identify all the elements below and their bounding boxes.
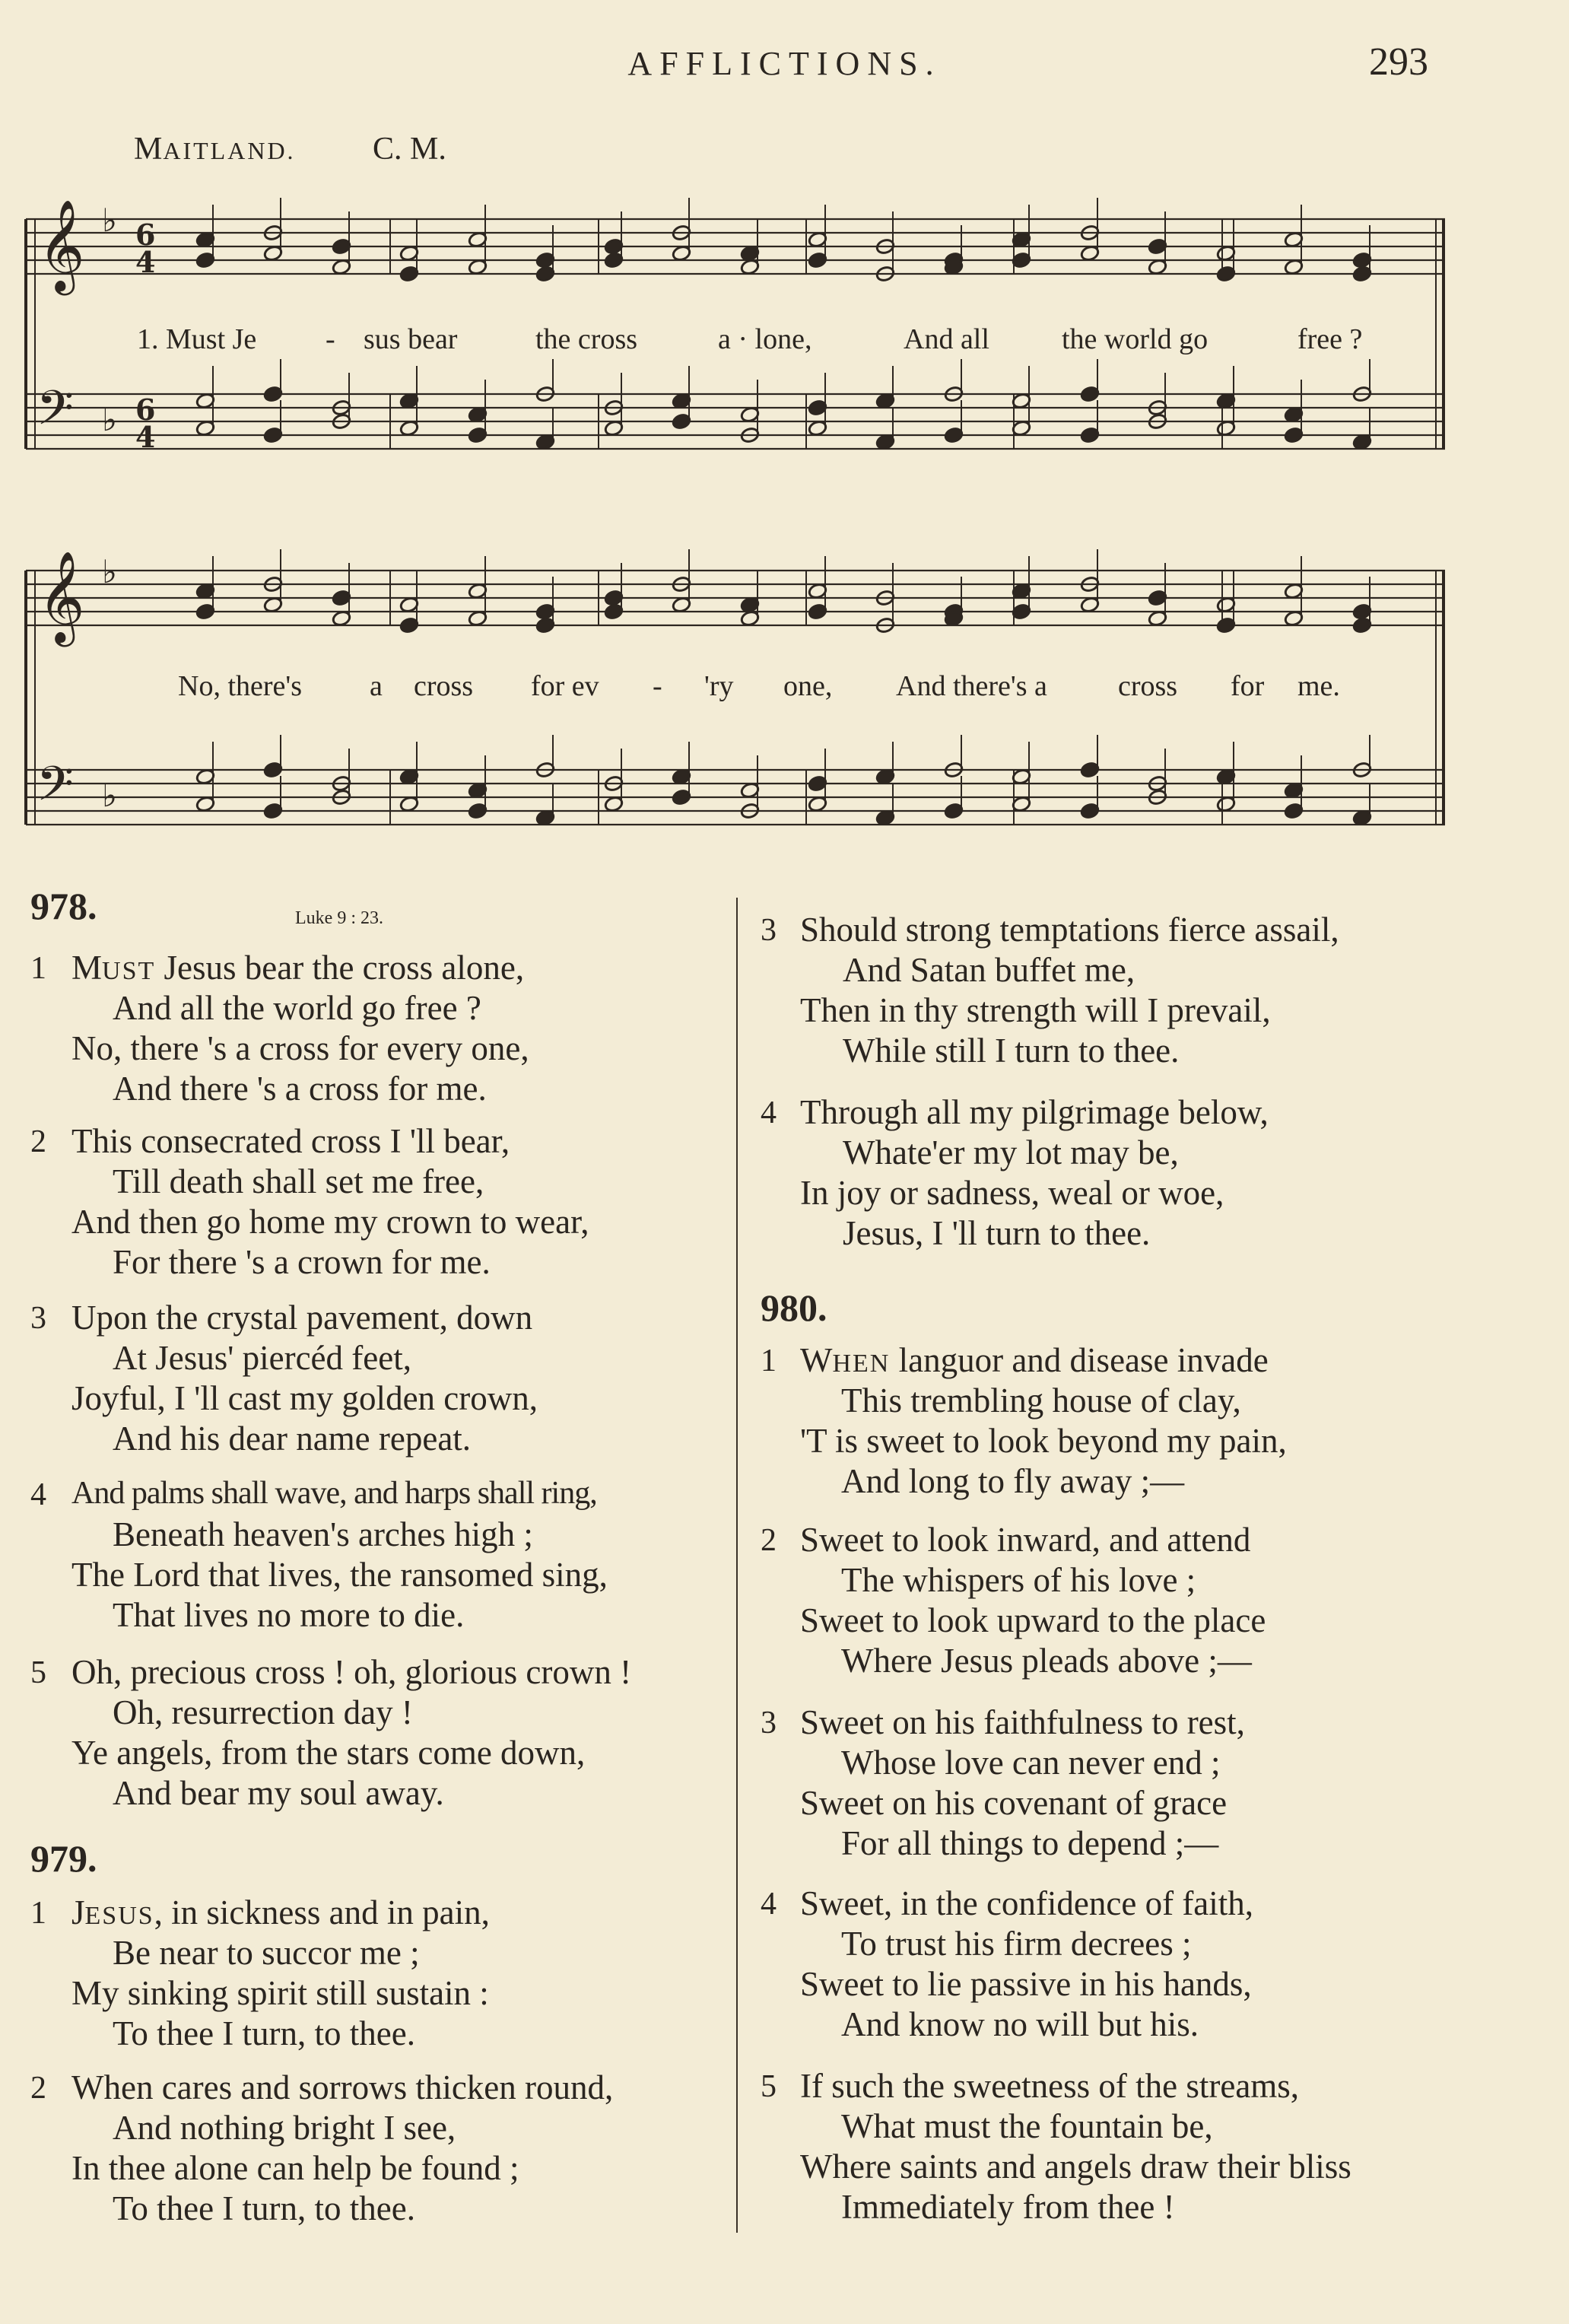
verse-line: Immediately from thee ! [841, 2188, 1175, 2226]
lyric-syllable: - [653, 670, 662, 702]
stanza-number: 1 [30, 951, 46, 986]
lyric-syllable: one, [783, 670, 833, 702]
stanza-number: 2 [30, 1124, 46, 1159]
verse-line: No, there 's a cross for every one, [71, 1029, 529, 1067]
time-signature: 4 [135, 420, 156, 454]
first-word-rest: ESUS [84, 1902, 154, 1930]
hymn-number: 980. [761, 1286, 827, 1329]
verse-line: For all things to depend ;— [841, 1824, 1219, 1862]
verse-line: When cares and sorrows thicken round, [71, 2068, 614, 2106]
verse-line: Through all my pilgrimage below, [800, 1093, 1269, 1131]
verse-line: The whispers of his love ; [841, 1561, 1196, 1599]
verse-line: And Satan buffet me, [843, 951, 1135, 989]
verse-line: The Lord that lives, the ransomed sing, [71, 1556, 608, 1594]
lyric-syllable: a · lone, [718, 323, 812, 355]
lyric-syllable: the cross [535, 323, 638, 355]
verse-line [71, 1893, 490, 1931]
tune-name [134, 131, 296, 167]
verse-line: Ye angels, from the stars come down, [71, 1734, 586, 1772]
first-word-initial: M [71, 949, 103, 987]
stanza-number: 3 [761, 913, 777, 948]
verse-line: To thee I turn, to thee. [113, 2014, 415, 2052]
verse-line: And there 's a cross for me. [113, 1070, 487, 1108]
verse-line: Sweet on his faithfulness to rest, [800, 1703, 1245, 1741]
hymn-number: 978. [30, 885, 97, 927]
verse-line: And nothing bright I see, [113, 2109, 456, 2147]
stanza-number: 5 [30, 1655, 46, 1690]
stanza-number: 1 [761, 1343, 777, 1378]
verse-line: And bear my soul away. [113, 1774, 444, 1812]
first-word-rest: HEN [832, 1350, 891, 1378]
stanza-number: 5 [761, 2069, 777, 2104]
hymn-number: 979. [30, 1837, 97, 1880]
verse-line: Till death shall set me free, [113, 1162, 484, 1200]
first-line-rest: , in sickness and in pain, [154, 1893, 490, 1931]
verse-line: Oh, precious cross ! oh, glorious crown ! [71, 1653, 632, 1691]
verse-line: To thee I turn, to thee. [113, 2189, 415, 2227]
lyric-syllable: cross [414, 670, 474, 702]
stanza-number: 4 [761, 1887, 777, 1922]
lyric-syllable: And there's a [896, 670, 1047, 702]
verse-line: And then go home my crown to wear, [71, 1203, 589, 1241]
verse-line: This trembling house of clay, [841, 1381, 1241, 1420]
verse-line: If such the sweetness of the streams, [800, 2067, 1300, 2105]
stanza-number: 1 [30, 1896, 46, 1931]
treble-clef: 𝄞 [38, 199, 85, 291]
time-signature: 4 [135, 245, 156, 279]
verse-line: And palms shall wave, and harps shall ring, [71, 1476, 597, 1511]
stanza-number: 3 [761, 1706, 777, 1741]
verse-line: And his dear name repeat. [113, 1420, 472, 1458]
tune-name-initial: M [134, 132, 164, 167]
verse-line: Sweet on his covenant of grace [800, 1784, 1228, 1822]
verse-line: Jesus, I 'll turn to thee. [843, 1214, 1151, 1252]
lyric-syllable: sus bear [364, 323, 458, 355]
stanza-number: 2 [761, 1523, 777, 1558]
verse-line: 'T is sweet to look beyond my pain, [800, 1422, 1287, 1460]
verse-line: At Jesus' piercéd feet, [113, 1339, 411, 1377]
lyric-syllable: 'ry [704, 670, 734, 702]
verse-line: Where Jesus pleads above ;— [841, 1642, 1252, 1680]
lyric-syllable: cross [1118, 670, 1178, 702]
verse-line: Oh, resurrection day ! [113, 1693, 413, 1731]
lyric-syllable: a [370, 670, 383, 702]
verse-line: What must the fountain be, [841, 2107, 1213, 2145]
verse-line: While still I turn to thee. [843, 1032, 1180, 1070]
verse-line [71, 951, 524, 985]
lyric-syllable: And all [904, 323, 989, 355]
running-head: AFFLICTIONS. [627, 45, 942, 82]
lyric-syllable: for ev [531, 670, 599, 702]
verse-line: Whate'er my lot may be, [843, 1133, 1179, 1172]
lyric-syllable: the world go [1062, 323, 1209, 355]
verse-line: Then in thy strength will I prevail, [800, 991, 1271, 1029]
verse-line: Should strong temptations fierce assail, [800, 911, 1339, 949]
verse-line: Where saints and angels draw their bliss [800, 2148, 1351, 2186]
lyric-syllable: - [326, 323, 335, 355]
page-number: 293 [1369, 40, 1428, 84]
first-word-initial: W [800, 1341, 833, 1379]
lyric-syllable: No, there's [178, 670, 303, 702]
verse-line: To trust his firm decrees ; [841, 1925, 1192, 1963]
first-word-rest: UST [102, 957, 156, 985]
first-line-rest: languor and disease invade [890, 1341, 1269, 1379]
bass-clef: 𝄢 [37, 755, 74, 823]
verse-line: Joyful, I 'll cast my golden crown, [71, 1379, 538, 1417]
verse-line: And long to fly away ;— [841, 1462, 1185, 1500]
first-word-initial: J [71, 1893, 85, 1931]
verse-line: Sweet to lie passive in his hands, [800, 1965, 1252, 2003]
stanza-number: 3 [30, 1301, 46, 1336]
verse-line: Whose love can never end ; [841, 1744, 1221, 1782]
verse-line: That lives no more to die. [113, 1596, 465, 1634]
treble-flat-sign: ♭ [102, 202, 117, 239]
verse-line: Sweet to look upward to the place [800, 1601, 1266, 1639]
verse-line: This consecrated cross I 'll bear, [71, 1122, 510, 1160]
lyric-syllable: for [1231, 670, 1265, 702]
time-signature: 6 [135, 218, 156, 252]
verse-line: Upon the crystal pavement, down [71, 1299, 533, 1337]
bass-flat-sign: ♭ [102, 401, 117, 438]
verse-line: My sinking spirit still sustain : [71, 1974, 489, 2012]
lyric-syllable: free ? [1297, 323, 1363, 355]
verse-line [800, 1343, 1269, 1378]
lyric-syllable: 1. Must Je [137, 323, 257, 355]
verse-line: Sweet, in the confidence of faith, [800, 1884, 1254, 1922]
treble-clef: 𝄞 [38, 550, 85, 643]
time-signature: 6 [135, 393, 156, 427]
tune-meter: C. M. [373, 132, 446, 167]
stanza-number: 4 [761, 1095, 777, 1130]
verse-line: In joy or sadness, weal or woe, [800, 1174, 1224, 1212]
bass-clef: 𝄢 [37, 380, 74, 447]
stanza-number: 4 [30, 1477, 46, 1512]
first-line-rest: Jesus bear the cross alone, [155, 949, 525, 987]
verse-line: And all the world go free ? [113, 989, 481, 1027]
scripture-reference: Luke 9 : 23. [295, 908, 383, 928]
verse-line: In thee alone can help be found ; [71, 2149, 519, 2187]
treble-flat-sign: ♭ [102, 553, 117, 590]
tune-name-rest: AITLAND. [163, 137, 296, 164]
lyric-syllable: me. [1297, 670, 1340, 702]
column-divider [736, 898, 738, 2233]
stanza-number: 2 [30, 2071, 46, 2106]
bass-flat-sign: ♭ [102, 777, 117, 814]
verse-line: And know no will but his. [841, 2005, 1199, 2043]
verse-line: Beneath heaven's arches high ; [113, 1515, 533, 1553]
verse-line: Sweet to look inward, and attend [800, 1521, 1251, 1559]
verse-line: Be near to succor me ; [113, 1934, 420, 1972]
verse-line: For there 's a crown for me. [113, 1243, 491, 1281]
